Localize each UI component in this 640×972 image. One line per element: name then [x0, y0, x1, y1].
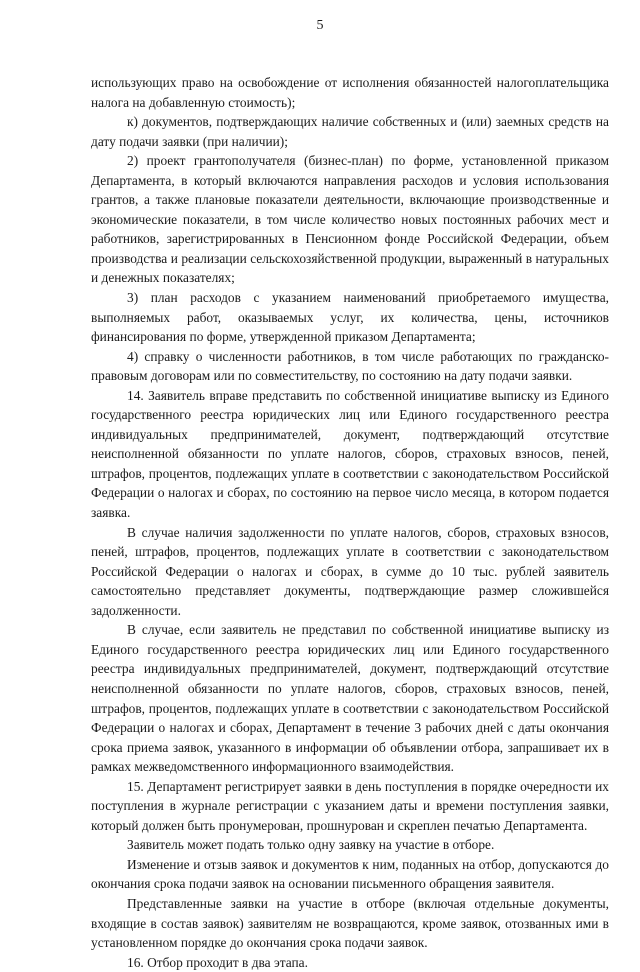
paragraph-clause-16: 16. Отбор проходит в два этапа.	[127, 954, 308, 970]
paragraph-item-4: 4) справку о численности работников, в том числе работающих по гражданско-правовым договорам или по совместительству, по состоянию на дату подачи заявки.	[91, 348, 609, 384]
page-number: 5	[316, 18, 324, 33]
paragraph-clause-14: 14. Заявитель вправе представить по собственной инициативе выписку из Единого государственного реестра юридических лиц или Единого государственного реестра индивидуальных предпринимателей, документ, подтверждающий отсутствие неисполненной обязанности по уплате налогов, сборов, страховых взносов, пеней, штрафов, процентов, подлежащих уплате в соответствии с законодательством Российской Федерации о налогах и сборах, по состоянию на первое число месяца, в котором подается заявка.	[91, 387, 609, 521]
paragraph-debt-case: В случае наличия задолженности по уплате налогов, сборов, страховых взносов, пеней, штрафов, процентов, подлежащих уплате в соответствии с законодательством Российской Федерации о налогах и сборах, в сумме до 10 тыс. рублей заявитель самостоятельно представляет документы, подтверждающие размер сложившейся задолженности.	[91, 524, 609, 618]
paragraph-change-withdraw: Изменение и отзыв заявок и документов к ним, поданных на отбор, допускаются до окончания срока подачи заявок на основании письменного обращения заявителя.	[91, 856, 609, 892]
paragraph-item-k: к) документов, подтверждающих наличие собственных и (или) заемных средств на дату подачи заявки (при наличии);	[91, 114, 609, 149]
paragraph-item-3: 3) план расходов с указанием наименований приобретаемого имущества, выполняемых работ, оказываемых услуг, их количества, цены, источников финансирования по форме, утвержденной приказом Департамента;	[91, 290, 609, 345]
paragraph-one-application: Заявитель может подать только одну заявку на участие в отборе.	[127, 837, 495, 853]
paragraph-no-extract-case: В случае, если заявитель не представил по собственной инициативе выписку из Единого государственного реестра юридических лиц или Единого государственного реестра индивидуальных предпринимателей, документ, подтверждающий отсутствие неисполненной обязанности по уплате налогов, сборов, страховых взносов, пеней, штрафов, процентов, подлежащих уплате в соответствии с законодательством Российской Федерации о налогах и сборах, Департамент в течение 3 рабочих дней с даты окончания срока приема заявок, указанного в информации об объявлении отбора, запрашивает их в рамках межведомственного информационного взаимодействия.	[91, 622, 609, 775]
paragraph-continuation: использующих право на освобождение от исполнения обязанностей налогоплательщика налога на добавленную стоимость);	[91, 75, 609, 110]
document-body	[91, 73, 609, 972]
paragraph-not-returned: Представленные заявки на участие в отборе (включая отдельные документы, входящие в состав заявок) заявителям не возвращаются, кроме заявок, отозванных ими в установленном порядке до окончания срока подачи заявок.	[91, 895, 609, 951]
paragraph-item-2: 2) проект грантополучателя (бизнес-план) по форме, установленной приказом Департамента, в который включаются направления расходов и условия использования грантов, а также плановые показатели деятельности, включающие производственные и экономические показатели, в том числе количество новых постоянных рабочих мест и работников, зарегистрированных в Пенсионном фонде Российской Федерации, объем производства и реализации сельскохозяйственной продукции, выраженный в натуральных и денежных показателях;	[91, 153, 609, 286]
paragraph-clause-15: 15. Департамент регистрирует заявки в день поступления в порядке очередности их поступления в журнале регистрации с указанием даты и времени поступления заявки, который должен быть пронумерован, прошнурован и скреплен печатью Департамента.	[91, 778, 609, 833]
